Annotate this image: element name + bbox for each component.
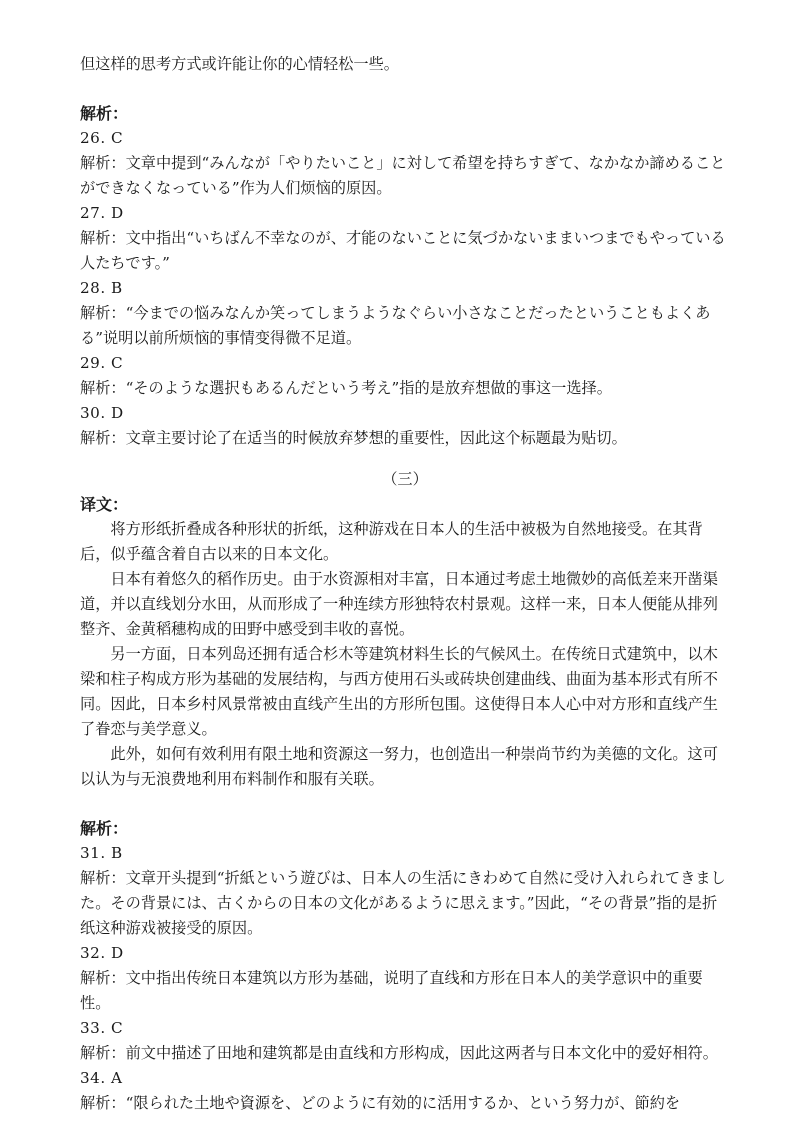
answer-explanation: 解析：文中指出“いちばん不幸なのが、才能のないことに気づかないままいつまでもやっている人たちです。” — [80, 229, 726, 272]
answer-list-3 — [80, 841, 730, 1116]
analysis-heading-2: 解析： — [80, 104, 129, 123]
answer-number: 33. C — [80, 1019, 124, 1037]
answer-number: 34. A — [80, 1069, 123, 1087]
answer-number: 31. B — [80, 844, 123, 862]
answer-explanation: 解析：文章主要讨论了在适当的时候放弃梦想的重要性，因此这个标题最为贴切。 — [80, 429, 627, 447]
answer-number: 26. C — [80, 129, 124, 147]
answer-list-2 — [80, 126, 730, 451]
answer-number: 27. D — [80, 204, 124, 222]
analysis-heading-3: 解析： — [80, 819, 129, 838]
answer-explanation: 解析：文中指出传统日本建筑以方形为基础，说明了直线和方形在日本人的美学意识中的重要性。 — [80, 969, 703, 1012]
translation-paragraph: 将方形纸折叠成各种形状的折纸，这种游戏在日本人的生活中被极为自然地接受。在其背后，似乎蕴含着自古以来的日本文化。 — [80, 520, 703, 563]
answer-number: 29. C — [80, 354, 124, 372]
translation-paragraph: 另一方面，日本列岛还拥有适合杉木等建筑材料生长的气候风土。在传统日式建筑中，以木梁和柱子构成方形为基础的发展结构，与西方使用石头或砖块创建曲线、曲面为基本形式有所不同。因此，日本乡村风景常被由直线产生出的方形所包围。这使得日本人心中对方形和直线产生了眷恋与美学意义。 — [80, 645, 718, 738]
answer-explanation: 解析：文章开头提到“折紙という遊びは、日本人の生活にきわめて自然に受け入れられてきました。その背景には、古くからの日本の文化があるように思えます。”因此，“その背景”指的是折纸这种游戏被接受的原因。 — [80, 869, 726, 937]
intro-line: 但这样的思考方式或许能让你的心情轻松一些。 — [80, 55, 399, 73]
answer-explanation: 解析：文章中提到“みんなが「やりたいこと」に対して希望を持ちすぎて、なかなか諦めることができなくなっている”作为人们烦恼的原因。 — [80, 154, 726, 197]
answer-number: 30. D — [80, 404, 124, 422]
answer-explanation: 解析：前文中描述了田地和建筑都是由直线和方形构成，因此这两者与日本文化中的爱好相符。 — [80, 1044, 718, 1062]
translation-paragraph: 日本有着悠久的稻作历史。由于水资源相对丰富，日本通过考虑土地微妙的高低差来开凿渠道，并以直线划分水田，从而形成了一种连续方形独特农村景观。这样一来，日本人便能从排列整齐、金黄稻穗构成的田野中感受到丰收的喜悦。 — [80, 570, 718, 638]
answer-explanation: 解析：“限られた土地や資源を、どのように有効的に活用するか、という努力が、節約を — [80, 1094, 681, 1112]
translation-paragraph: 此外，如何有效利用有限土地和资源这一努力，也创造出一种崇尚节约为美德的文化。这可以认为与无浪费地利用布料制作和服有关联。 — [80, 745, 718, 788]
translation-body — [80, 517, 730, 792]
answer-number: 32. D — [80, 944, 124, 962]
section-title-3: （三） — [382, 470, 428, 488]
document-content — [80, 52, 730, 1116]
answer-explanation: 解析：“今までの悩みなんか笑ってしまうようなぐらい小さなことだったということもよくある”说明以前所烦恼的事情变得微不足道。 — [80, 304, 711, 347]
answer-number: 28. B — [80, 279, 123, 297]
translation-heading: 译文： — [80, 495, 129, 514]
answer-explanation: 解析：“そのような選択もあるんだという考え”指的是放弃想做的事这一选择。 — [80, 379, 612, 397]
